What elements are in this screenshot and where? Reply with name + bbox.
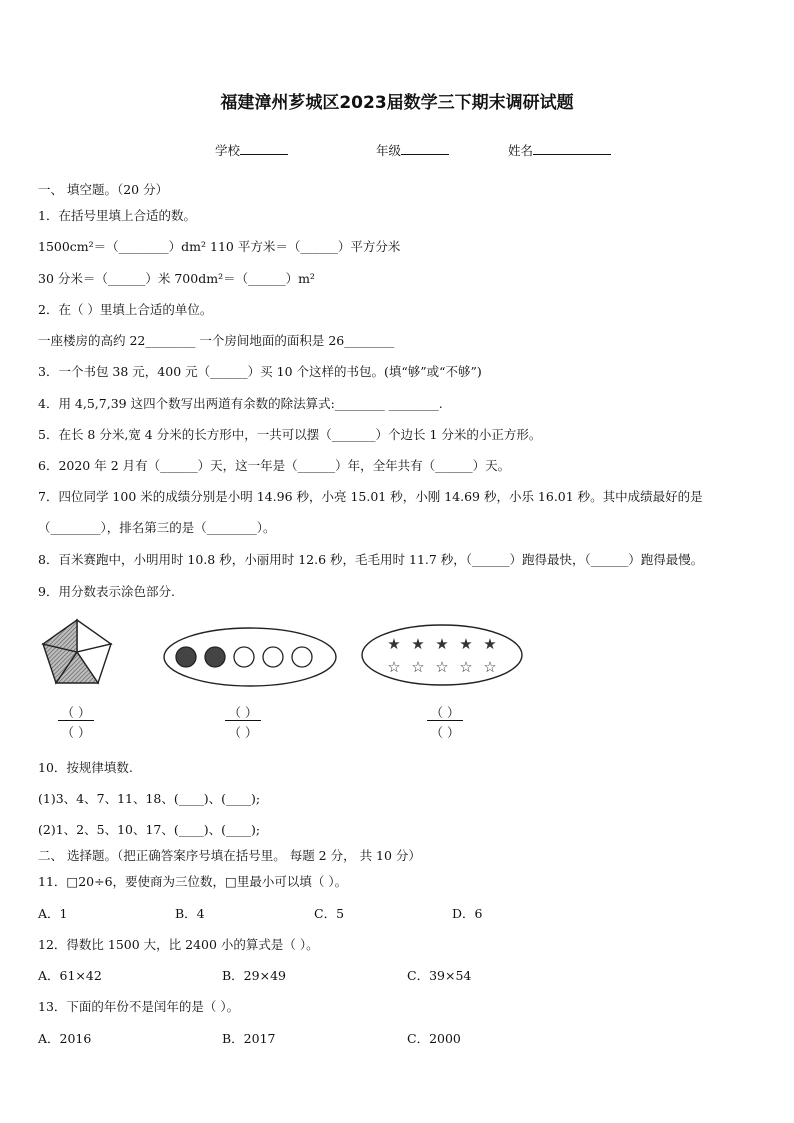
question-9: 9．用分数表示涂色部分. — [38, 584, 175, 599]
question-5: 5．在长 8 分米,宽 4 分米的长方形中，一共可以摆（_______）个边长 1 分米的小正方形。 — [38, 427, 542, 442]
question-11: 11．□20÷6，要使商为三位数，□里最小可以填（ ）。 — [38, 874, 348, 889]
fraction-answer-circles[interactable] — [225, 703, 261, 738]
question-7: 7．四位同学 100 米的成绩分别是小明 14.96 秒，小亮 15.01 秒，小刚 14.69 秒，小乐 16.01 秒。其中成绩最好的是 — [38, 489, 703, 504]
star-5: ★ — [483, 635, 497, 653]
stars-row-1 — [387, 635, 496, 653]
question-1-line-a: 1500cm²＝（________）dm² 110 平方米＝（______）平方分米 — [38, 239, 401, 254]
stars-oval — [362, 625, 522, 685]
question-7-line-b: （________），排名第三的是（________）。 — [38, 520, 276, 535]
question-3: 3．一个书包 38 元，400 元（______）买 10 个这样的书包。(填“够”或“不够”) — [38, 364, 482, 379]
question-11-option-c[interactable]: C．5 — [314, 906, 345, 921]
star-2: ★ — [411, 635, 425, 653]
star-10: ☆ — [483, 658, 497, 676]
pentagon-figure — [40, 616, 116, 688]
question-12-option-b[interactable]: B．29×49 — [222, 968, 286, 983]
question-11-option-b[interactable]: B．4 — [175, 906, 205, 921]
star-8: ☆ — [435, 658, 449, 676]
question-1: 1．在括号里填上合适的数。 — [38, 208, 196, 223]
section-1-heading: 一、 填空题。（20 分） — [38, 182, 169, 197]
fraction-answer-pentagon[interactable] — [58, 703, 94, 738]
question-10-line-a: (1)3、4、7、11、18、(____)、(____); — [38, 791, 261, 806]
question-13-option-a[interactable]: A．2016 — [38, 1031, 92, 1046]
question-2-line-a: 一座楼房的高约 22________ 一个房间地面的面积是 26________ — [38, 333, 395, 348]
school-label: 学校 — [215, 143, 241, 158]
fraction-bar — [58, 720, 94, 721]
stars-figure — [360, 622, 524, 688]
question-6: 6．2020 年 2 月有（______）天，这一年是（______）年，全年共有（______）天。 — [38, 458, 511, 473]
fraction-numerator: （ ） — [228, 705, 258, 720]
stars-row-2 — [387, 658, 496, 676]
circle-4 — [263, 647, 283, 667]
grade-label: 年级 — [376, 143, 402, 158]
question-12-option-c[interactable]: C．39×54 — [407, 968, 472, 983]
circle-3 — [234, 647, 254, 667]
question-11-option-a[interactable]: A．1 — [38, 906, 68, 921]
star-4: ★ — [459, 635, 473, 653]
section-2-heading: 二、 选择题。（把正确答案序号填在括号里。 每题 2 分， 共 10 分） — [38, 848, 421, 863]
star-6: ☆ — [387, 658, 401, 676]
question-10-line-b: (2)1、2、5、10、17、(____)、(____); — [38, 822, 261, 837]
fraction-answer-stars[interactable] — [427, 703, 463, 738]
circle-1 — [176, 647, 196, 667]
question-1-line-b: 30 分米＝（______）米 700dm²＝（______）m² — [38, 271, 315, 286]
fraction-denominator: （ ） — [228, 725, 258, 740]
circle-5 — [292, 647, 312, 667]
fraction-bar — [427, 720, 463, 721]
question-10: 10．按规律填数. — [38, 760, 133, 775]
question-12-option-a[interactable]: A．61×42 — [38, 968, 102, 983]
name-label: 姓名 — [508, 143, 534, 158]
question-13-option-c[interactable]: C．2000 — [407, 1031, 461, 1046]
question-8: 8．百米赛跑中，小明用时 10.8 秒，小丽用时 12.6 秒，毛毛用时 11.7 秒，（______）跑得最快，（______）跑得最慢。 — [38, 552, 704, 567]
star-7: ☆ — [411, 658, 425, 676]
star-9: ☆ — [459, 658, 473, 676]
question-12: 12．得数比 1500 大，比 2400 小的算式是（ ）。 — [38, 937, 319, 952]
star-1: ★ — [387, 635, 401, 653]
fraction-denominator: （ ） — [61, 725, 91, 740]
question-2: 2．在（ ）里填上合适的单位。 — [38, 302, 213, 317]
fraction-bar — [225, 720, 261, 721]
star-3: ★ — [435, 635, 449, 653]
page-title: 福建漳州芗城区2023届数学三下期末调研试题 — [220, 93, 574, 113]
fraction-numerator: （ ） — [430, 705, 460, 720]
grade-field[interactable] — [376, 141, 449, 159]
question-4: 4．用 4,5,7,39 这四个数写出两道有余数的除法算式:________ ________. — [38, 396, 443, 411]
fraction-numerator: （ ） — [61, 705, 91, 720]
question-11-option-d[interactable]: D．6 — [452, 906, 483, 921]
school-field[interactable] — [215, 141, 288, 159]
circles-figure — [162, 626, 338, 688]
question-13: 13．下面的年份不是闰年的是（ ）。 — [38, 999, 240, 1014]
question-13-option-b[interactable]: B．2017 — [222, 1031, 276, 1046]
circle-2 — [205, 647, 225, 667]
fraction-denominator: （ ） — [430, 725, 460, 740]
name-field[interactable] — [508, 141, 611, 159]
